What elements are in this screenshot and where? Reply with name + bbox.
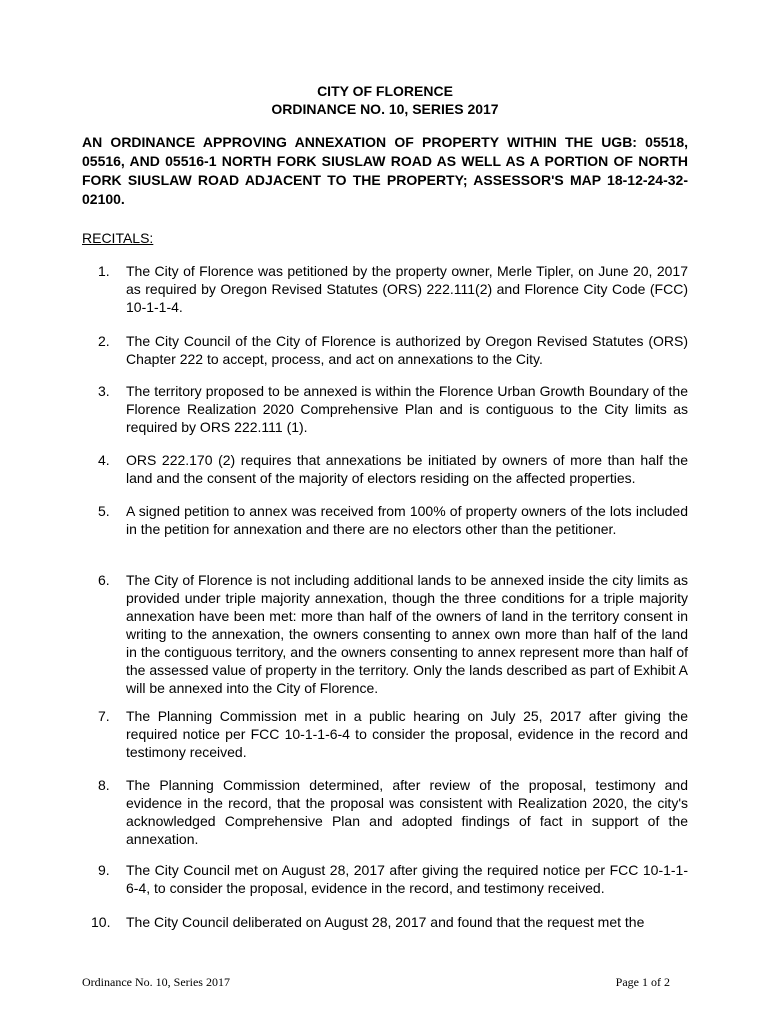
city-heading: CITY OF FLORENCE bbox=[317, 83, 453, 99]
recital-number: 7. bbox=[98, 708, 110, 724]
recital-text: The City Council of the City of Florence is authorized by Oregon Revised Statutes (ORS) Chapter 222 to accept, process, and act on annexations to the City. bbox=[126, 333, 688, 367]
ordinance-title: AN ORDINANCE APPROVING ANNEXATION OF PROPERTY WITHIN THE UGB: 05518, 05516, AND 05516-1 NORTH FORK SIUSLAW ROAD AS WELL AS A PORTION OF NORTH FORK SIUSLAW ROAD ADJACENT TO THE PROPERTY; ASSESSOR'S MAP 18-12-24-32-02100. bbox=[82, 134, 688, 207]
ordinance-heading: ORDINANCE NO. 10, SERIES 2017 bbox=[271, 101, 499, 117]
recital-number: 6. bbox=[98, 572, 110, 588]
recital-number: 9. bbox=[98, 862, 110, 878]
recital-number: 3. bbox=[98, 383, 110, 399]
recital-text: The City Council deliberated on August 28, 2017 and found that the request met the bbox=[126, 914, 645, 930]
recital-number: 2. bbox=[98, 333, 110, 349]
recital-text: The Planning Commission determined, after review of the proposal, testimony and evidence in the record, that the proposal was consistent with Realization 2020, the city's acknowledged Comprehensive Plan and adopted findings of fact in support of the annexation. bbox=[126, 777, 688, 847]
recital-text: ORS 222.170 (2) requires that annexations be initiated by owners of more than half the land and the consent of the majority of electors residing on the affected properties. bbox=[126, 452, 688, 486]
footer-ordinance-label: Ordinance No. 10, Series 2017 bbox=[82, 975, 230, 989]
recital-text: The City of Florence is not including additional lands to be annexed inside the city limits as provided under triple majority annexation, though the three conditions for a triple majority annexation have been met: more than half of the owners of land in the territory consent in writing to the annexation, the owners consenting to annex own more than half of the land in the contiguous territory, and the owners consenting to annex represent more than half of the assessed value of property in the territory. Only the lands described as part of Exhibit A will be annexed into the City of Florence. bbox=[126, 572, 688, 696]
recital-number: 1. bbox=[98, 263, 110, 279]
footer-page-number: Page 1 of 2 bbox=[615, 975, 670, 989]
recital-text: The territory proposed to be annexed is within the Florence Urban Growth Boundary of the Florence Realization 2020 Comprehensive Plan and is contiguous to the City limits as required by ORS 222.111 (1). bbox=[126, 383, 688, 435]
recital-text: The Planning Commission met in a public hearing on July 25, 2017 after giving the required notice per FCC 10-1-1-6-4 to consider the proposal, evidence in the record and testimony received. bbox=[126, 708, 688, 760]
recital-number: 5. bbox=[98, 503, 110, 519]
recital-number: 8. bbox=[98, 777, 110, 793]
recital-number: 10. bbox=[91, 914, 111, 930]
recitals-heading: RECITALS: bbox=[82, 230, 154, 246]
recital-text: The City Council met on August 28, 2017 after giving the required notice per FCC 10-1-1-6-4, to consider the proposal, evidence in the record, and testimony received. bbox=[126, 862, 688, 896]
recital-text: The City of Florence was petitioned by the property owner, Merle Tipler, on June 20, 2017 as required by Oregon Revised Statutes (ORS) 222.111(2) and Florence City Code (FCC) 10-1-1-4. bbox=[126, 263, 688, 315]
recital-text: A signed petition to annex was received from 100% of property owners of the lots included in the petition for annexation and there are no electors other than the petitioner. bbox=[126, 503, 688, 537]
recital-number: 4. bbox=[98, 452, 110, 468]
